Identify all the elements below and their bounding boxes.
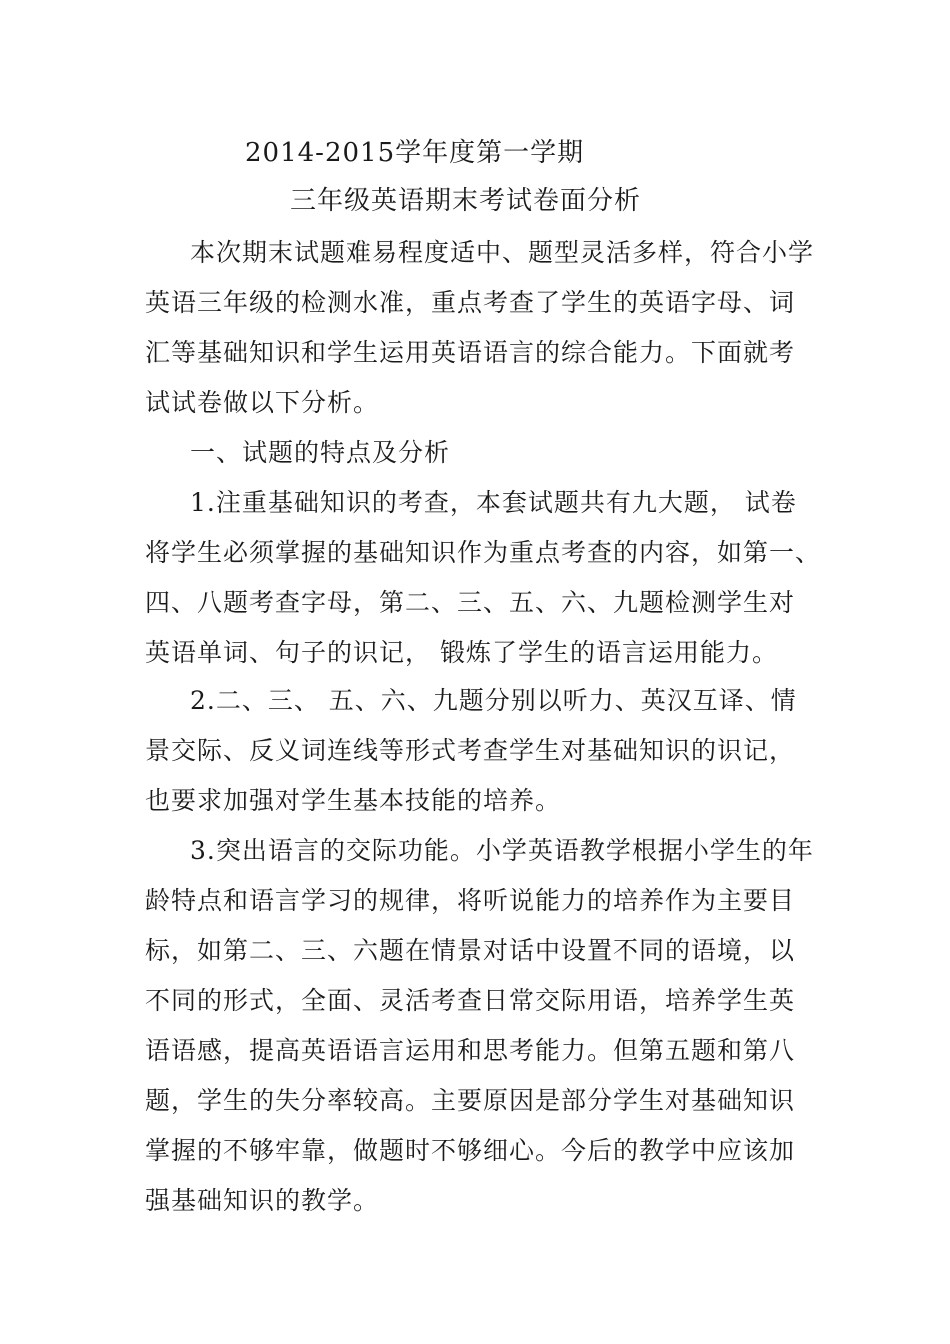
paragraph-line: 四、八题考查字母，第二、三、五、六、九题检测学生对 [145, 588, 796, 617]
paragraph-line: 1.注重基础知识的考查，本套试题共有九大题， 试卷 [190, 488, 797, 517]
paragraph-line: 景交际、反义词连线等形式考查学生对基础知识的识记， [145, 736, 796, 765]
paragraph-line: 英语三年级的检测水准，重点考查了学生的英语字母、词 [145, 288, 796, 317]
document-title-line-1: 2014-2015学年度第一学期 [245, 138, 585, 168]
paragraph-line: 本次期末试题难易程度适中、题型灵活多样，符合小学 [190, 238, 815, 267]
paragraph-line: 语语感，提高英语语言运用和思考能力。但第五题和第八 [145, 1036, 796, 1065]
paragraph-line: 将学生必须掌握的基础知识作为重点考查的内容，如第一、 [145, 538, 822, 567]
paragraph-line: 英语单词、句子的识记， 锻炼了学生的语言运用能力。 [145, 638, 778, 667]
paragraph-line: 汇等基础知识和学生运用英语语言的综合能力。下面就考 [145, 338, 796, 367]
paragraph-line: 不同的形式，全面、灵活考查日常交际用语，培养学生英 [145, 986, 796, 1015]
paragraph-line: 强基础知识的教学。 [145, 1186, 380, 1215]
paragraph-line: 掌握的不够牢靠，做题时不够细心。今后的教学中应该加 [145, 1136, 796, 1165]
paragraph-line: 题，学生的失分率较高。主要原因是部分学生对基础知识 [145, 1086, 796, 1115]
paragraph-line: 2.二、三、 五、六、九题分别以听力、英汉互译、情 [190, 686, 797, 715]
section-heading: 一、试题的特点及分析 [190, 438, 451, 467]
document-title-line-2: 三年级英语期末考试卷面分析 [290, 186, 642, 216]
paragraph-line: 标，如第二、三、六题在情景对话中设置不同的语境，以 [145, 936, 796, 965]
paragraph-line: 也要求加强对学生基本技能的培养。 [145, 786, 562, 815]
paragraph-line: 试试卷做以下分析。 [145, 388, 380, 417]
paragraph-line: 龄特点和语言学习的规律，将听说能力的培养作为主要目 [145, 886, 796, 915]
paragraph-line: 3.突出语言的交际功能。小学英语教学根据小学生的年 [190, 836, 814, 865]
